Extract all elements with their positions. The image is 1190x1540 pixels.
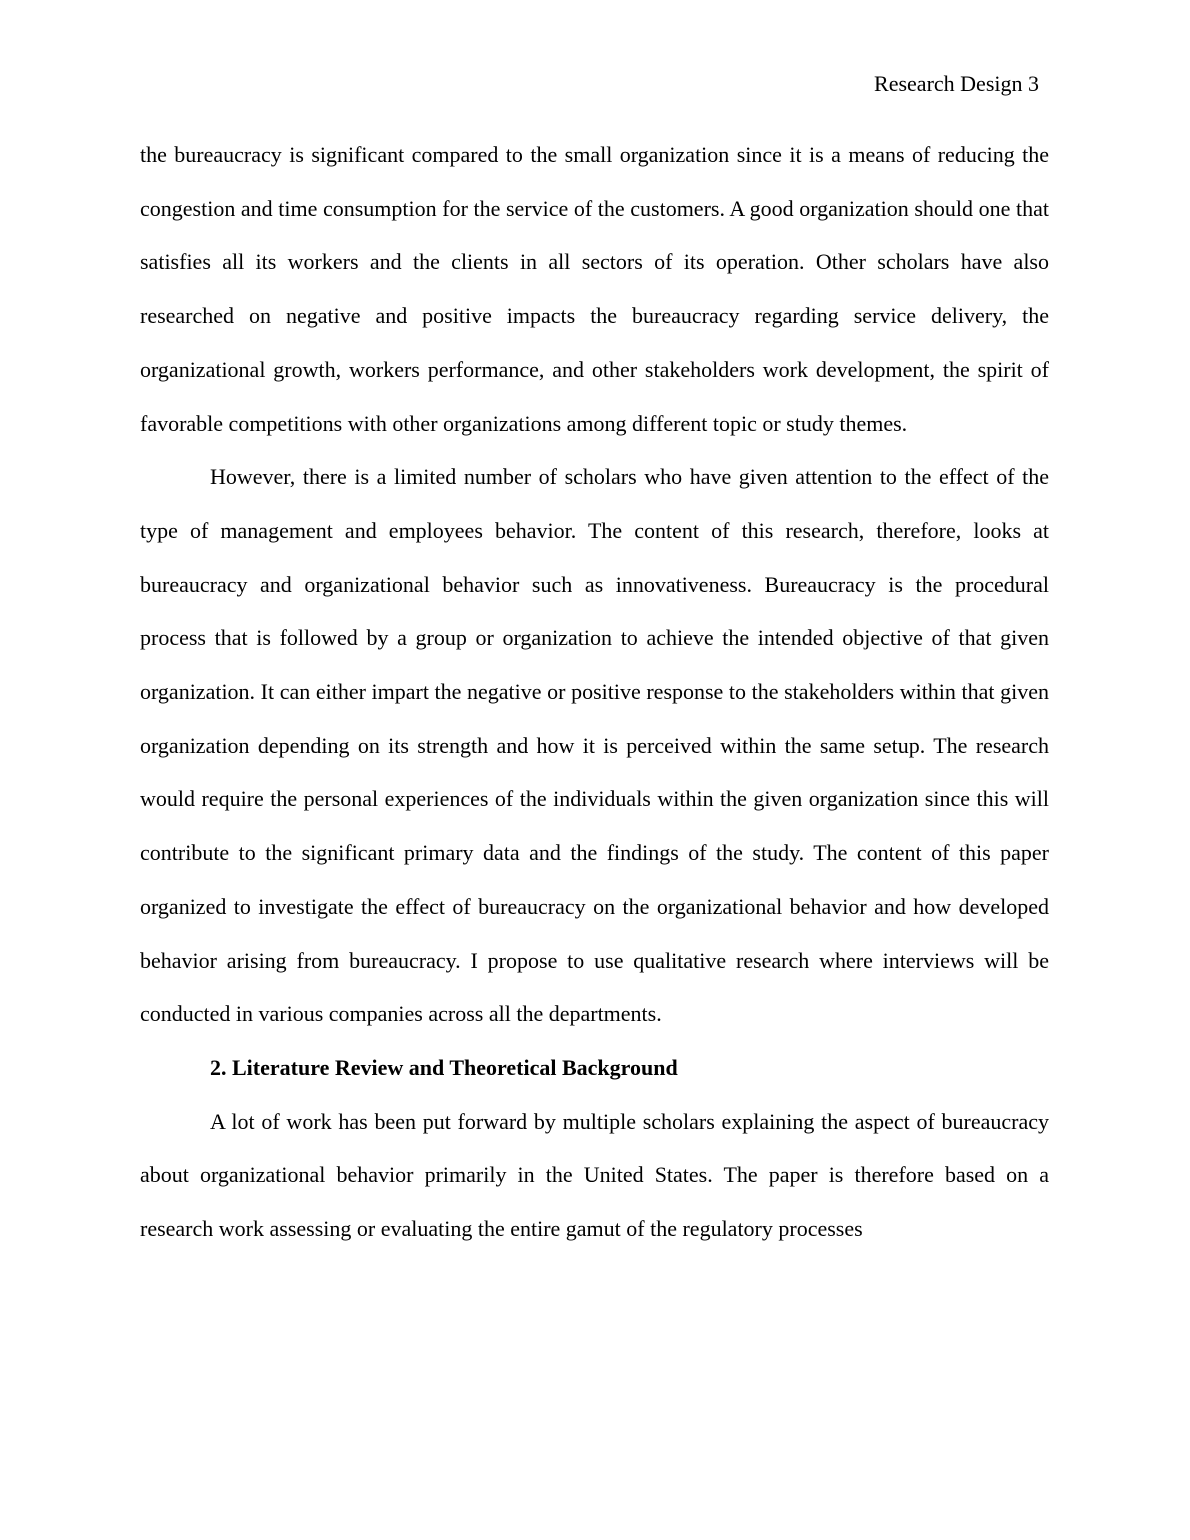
paragraph-research-scope: However, there is a limited number of scholars who have given attention to the effect of the type of management and employees behavior. The content of this research, therefore, looks at bureaucracy and organizational behavior such as innovativeness. Bureaucracy is the procedural process that is followed by a group or organization to achieve the intended objective of that given organization. It can either impart the negative or positive response to the stakeholders within that given organization depending on its strength and how it is perceived within the same setup. The research would require the personal experiences of the individuals within the given organization since this will contribute to the significant primary data and the findings of the study. The content of this paper organized to investigate the effect of bureaucracy on the organizational behavior and how developed behavior arising from bureaucracy. I propose to use qualitative research where interviews will be conducted in various companies across all the departments. bbox=[140, 464, 1049, 1027]
section-heading-literature-review: 2. Literature Review and Theoretical Background bbox=[210, 1054, 678, 1080]
body-text bbox=[140, 128, 1049, 1256]
running-head: Research Design 3 bbox=[874, 71, 1039, 96]
paragraph-literature-review: A lot of work has been put forward by multiple scholars explaining the aspect of bureaucracy about organizational behavior primarily in the United States. The paper is therefore based on a research work assessing or evaluating the entire gamut of the regulatory processes bbox=[140, 1108, 1049, 1242]
paragraph-continuation: the bureaucracy is significant compared to the small organization since it is a means of reducing the congestion and time consumption for the service of the customers. A good organization should one that satisfies all its workers and the clients in all sectors of its operation. Other scholars have also researched on negative and positive impacts the bureaucracy regarding service delivery, the organizational growth, workers performance, and other stakeholders work development, the spirit of favorable competitions with other organizations among different topic or study themes. bbox=[140, 142, 1049, 436]
